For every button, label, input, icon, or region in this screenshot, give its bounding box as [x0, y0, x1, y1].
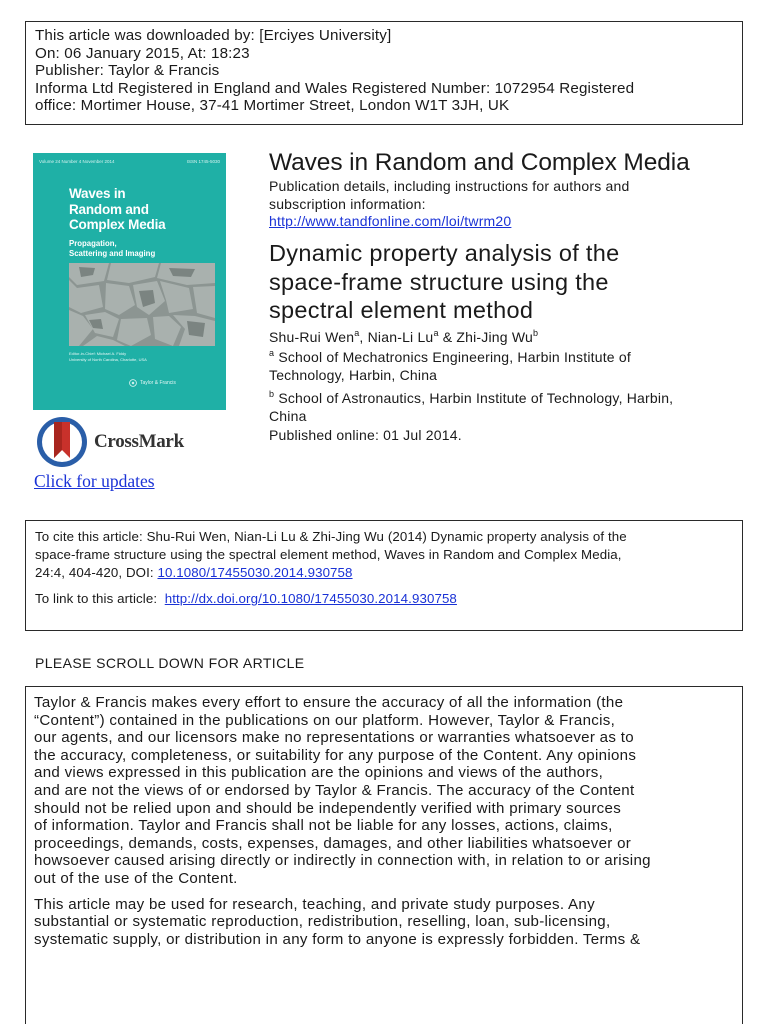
author-separator: ,	[359, 329, 368, 345]
affiliation-b	[269, 390, 673, 425]
author-list	[269, 329, 538, 347]
disclaimer-line: This article may be used for research, teaching, and private study purposes. Any	[34, 895, 595, 913]
cracked-earth-image	[69, 263, 215, 346]
click-for-updates-link[interactable]: Click for updates	[34, 471, 155, 491]
article-title-line: spectral element method	[269, 297, 534, 323]
affiliation-line: Technology, Harbin, China	[269, 366, 438, 383]
author-name: Zhi-Jing Wu	[456, 329, 534, 345]
publisher-emblem-icon	[129, 379, 137, 387]
paragraph-spacer	[34, 888, 734, 896]
affiliation-a	[269, 349, 631, 384]
disclaimer-line: our agents, and our licensors make no representations or warranties whatsoever as to	[34, 729, 634, 747]
cover-top-strip	[33, 153, 226, 169]
affiliation-line: China	[269, 407, 307, 424]
download-info-line: office: Mortimer House, 37-41 Mortimer Street, London W1T 3JH, UK	[35, 97, 510, 115]
disclaimer-line: of information. Taylor and Francis shall not be liable for any losses, actions, claims,	[34, 817, 613, 835]
crossmark-label: CrossMark	[94, 431, 184, 452]
cover-publisher-logo	[129, 379, 176, 387]
cover-issn: ISSN 1745-5030	[186, 158, 220, 164]
author-affiliation-mark: a	[354, 328, 360, 338]
cover-editor-info	[69, 351, 147, 363]
disclaimer-line: and are not the views of or endorsed by Taylor & Francis. The accuracy of the Content	[34, 781, 635, 799]
journal-url-link[interactable]: http://www.tandfonline.com/loi/twrm20	[269, 213, 512, 229]
cover-publisher-name: Taylor & Francis	[140, 380, 176, 386]
cover-editor-line: Editor-in-Chief: Michael A. Fiddy	[69, 351, 127, 356]
affiliation-line: School of Mechatronics Engineering, Harbin Institute of	[278, 349, 631, 365]
disclaimer-line: should not be relied upon and should be independently verified with primary sources	[34, 799, 622, 817]
article-title-line: Dynamic property analysis of the	[269, 240, 620, 266]
scroll-down-notice: PLEASE SCROLL DOWN FOR ARTICLE	[35, 655, 305, 671]
download-info-line: Publisher: Taylor & Francis	[35, 62, 220, 80]
doi-link[interactable]: 10.1080/17455030.2014.930758	[157, 565, 353, 580]
cover-issue-info: Volume 24 Number 4 November 2014	[39, 158, 115, 164]
cover-title	[69, 186, 165, 233]
disclaimer-line: howsoever caused arising directly or indirectly in connection with, in relation to or arising	[34, 852, 651, 870]
disclaimer-line: “Content”) contained in the publications on our platform. However, Taylor & Francis,	[34, 711, 616, 729]
cover-subtitle-line: Scattering and Imaging	[69, 248, 156, 258]
cover-subtitle	[69, 239, 155, 258]
article-title-line: space-frame structure using the	[269, 268, 609, 295]
affiliation-mark: a	[269, 348, 275, 358]
citation-line: space-frame structure using the spectral element method, Waves in Random and Complex Media,	[35, 547, 622, 562]
author-name: Shu-Rui Wen	[269, 329, 355, 345]
cover-title-line: Waves in	[69, 186, 126, 201]
author-affiliation-mark: b	[533, 328, 539, 338]
publication-details-line: Publication details, including instructions for authors and	[269, 178, 630, 194]
download-info-line: Informa Ltd Registered in England and Wales Registered Number: 1072954 Registered	[35, 79, 635, 97]
disclaimer-line: substantial or systematic reproduction, redistribution, reselling, loan, sub-licensing,	[34, 913, 611, 931]
published-online-date: Published online: 01 Jul 2014.	[269, 427, 462, 443]
affiliation-mark: b	[269, 389, 275, 399]
cover-editor-line: University of North Carolina, Charlotte, USA	[69, 357, 147, 362]
cover-title-line: Random and	[69, 201, 149, 217]
publication-details-line: subscription information:	[269, 195, 426, 212]
article-doi-url-link[interactable]: http://dx.doi.org/10.1080/17455030.2014.930758	[164, 591, 457, 606]
journal-cover-image	[33, 153, 226, 410]
citation-line	[35, 564, 733, 582]
disclaimer-line: proceedings, demands, costs, expenses, damages, and other liabilities whatsoever or	[34, 834, 632, 852]
disclaimer-line: out of the use of the Content.	[34, 869, 238, 887]
author-name: Nian-Li Lu	[367, 329, 434, 345]
affiliation-line: School of Astronautics, Harbin Institute of Technology, Harbin,	[278, 390, 674, 406]
article-title	[269, 239, 739, 325]
author-affiliation-mark: a	[433, 328, 439, 338]
cover-title-line: Complex Media	[69, 217, 166, 232]
journal-title: Waves in Random and Complex Media	[269, 149, 690, 176]
disclaimer-line: systematic supply, or distribution in any form to anyone is expressly forbidden. Terms &	[34, 930, 641, 948]
citation-box	[25, 520, 743, 631]
citation-line: To cite this article: Shu-Rui Wen, Nian-Li Lu & Zhi-Jing Wu (2014) Dynamic property analysis of the	[35, 529, 627, 544]
publication-details	[269, 178, 629, 213]
download-info-box	[25, 21, 743, 125]
disclaimer-line: and views expressed in this publication are the opinions and views of the authors,	[34, 764, 604, 782]
citation-line-prefix: 24:4, 404-420, DOI:	[35, 565, 158, 580]
disclaimer-box	[25, 686, 743, 1024]
article-link-prefix: To link to this article:	[35, 591, 165, 606]
disclaimer-line: Taylor & Francis makes every effort to ensure the accuracy of all the information (the	[34, 694, 624, 711]
download-info-line: This article was downloaded by: [Erciyes University]	[35, 27, 392, 44]
download-info-line: On: 06 January 2015, At: 18:23	[35, 44, 250, 62]
article-link-line	[35, 590, 733, 608]
author-separator: &	[438, 329, 457, 345]
disclaimer-line: the accuracy, completeness, or suitability for any purpose of the Content. Any opinions	[34, 746, 637, 764]
cover-subtitle-line: Propagation,	[69, 239, 117, 248]
